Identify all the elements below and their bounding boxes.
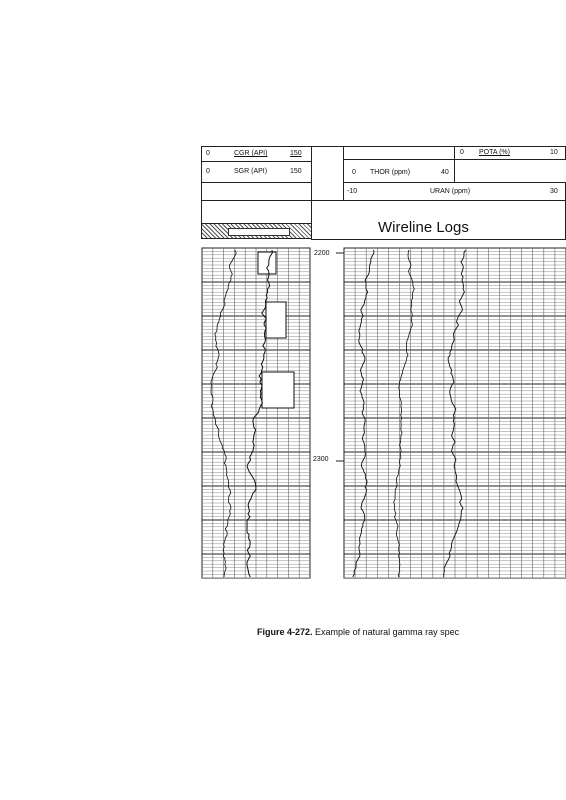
sand-box-2 (266, 302, 286, 338)
figure-caption-text: Example of natural gamma ray spec (315, 627, 460, 637)
figure-number: Figure 4-272. (257, 627, 313, 637)
uran-min: -10 (347, 188, 358, 195)
sgr-min: 0 (206, 168, 210, 175)
thor-min: 0 (352, 169, 356, 176)
sgr-max: 150 (290, 168, 302, 175)
pota-name: POTA (%) (479, 149, 510, 156)
sand-box-1 (258, 252, 276, 274)
cgr-max: 150 (290, 150, 302, 157)
cgr-name: CGR (API) (234, 150, 268, 157)
thor-max: 40 (441, 169, 449, 176)
thor-name: THOR (ppm) (370, 169, 411, 176)
sand-box-3 (262, 372, 294, 408)
sgr-name: SGR (API) (234, 168, 268, 175)
figure-caption (257, 627, 459, 637)
pota-max: 10 (550, 149, 558, 156)
log-title: Wireline Logs (378, 219, 469, 236)
depth-label-2300: 2300 (313, 456, 329, 463)
cgr-min: 0 (206, 150, 210, 157)
uran-name: URAN (ppm) (430, 188, 471, 195)
uran-max: 30 (550, 188, 558, 195)
pota-min: 0 (460, 149, 464, 156)
depth-label-2200: 2200 (314, 250, 330, 257)
